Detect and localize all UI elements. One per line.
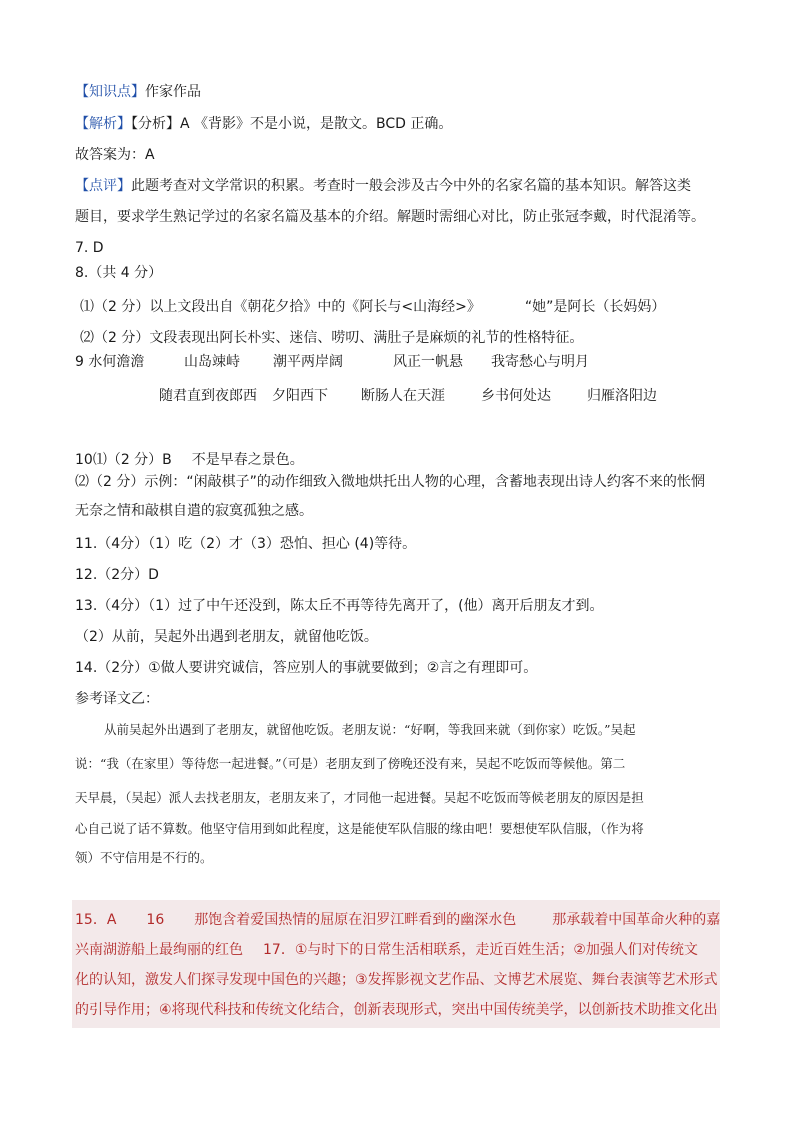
q14-answer: 14.（2分）①做人要讲究诚信，答应别人的事就要做到；②言之有理即可。: [75, 660, 538, 676]
q9-blank-4: 风正一帆悬: [393, 354, 463, 370]
q8-part1-answer: “她”是阿长（长妈妈）: [524, 299, 666, 315]
q10-part1-choice: 10⑴（2 分）B: [75, 452, 172, 468]
q9-blank-8: 断肠人在天涯: [361, 388, 445, 404]
translation-line-1: 从前吴起外出遇到了老朋友，就留他吃饭。老朋友说：“好啊，等我回来就（到你家）吃饭。”吴起: [104, 722, 636, 737]
q9-blank-3: 潮平两岸阔: [273, 354, 343, 370]
knowledge-point-line: [75, 82, 201, 102]
q7-answer: 7. D: [75, 240, 104, 256]
q15-answer: 15．A: [75, 912, 117, 928]
q13-line-1: 13.（4分）（1）过了中午还没到，陈太丘不再等待先离开了，(他）离开后朋友才到。: [75, 598, 604, 614]
translation-line-2: 说：“我（在家里）等待您一起进餐。”（可是）老朋友到了傍晚还没有来，吴起不吃饭而等候他。第二: [75, 756, 626, 771]
translation-line-5: 领）不守信用是不行的。: [75, 850, 213, 865]
q8-part1-source: ⑴（2 分）以上文段出自《朝花夕拾》中的《阿长与<山海经>》: [80, 299, 481, 315]
q12-answer: 12.（2分）D: [75, 567, 159, 583]
q16-answer-b-cont: 兴南湖游船上最绚丽的红色: [75, 942, 243, 958]
q16-answer-b: 那承载着中国革命火种的嘉: [552, 912, 721, 928]
q9-blank-9: 乡书何处达: [481, 388, 551, 404]
q10-part2-line-2: 无奈之情和敲棋自遣的寂寞孤独之感。: [75, 503, 313, 519]
translation-title: 参考译文乙：: [75, 691, 159, 707]
comment-tag: 【点评】: [75, 178, 131, 194]
analysis-subtag: 【分析】: [131, 116, 180, 132]
comment-line-1: [75, 176, 691, 196]
translation-line-3: 天早晨，（吴起）派人去找老朋友，老朋友来了，才同他一起进餐。吴起不吃饭而等候老朋友的原因是担: [75, 790, 644, 805]
analysis-line: [75, 114, 452, 134]
knowledge-text: 作家作品: [145, 84, 201, 100]
translation-line-4: 心自己说了话不算数。他坚守信用到如此程度，这是能使军队信服的缘由吧！要想使军队信服，（作为将: [75, 821, 644, 836]
red-line-2: [75, 940, 698, 960]
comment-line-2: 题目，要求学生熟记学过的名家名篇及基本的介绍。解题时需细心对比，防止张冠李戴，时代混淆等。: [75, 209, 705, 225]
q9-blank-6: 随君直到夜郎西: [159, 388, 257, 404]
knowledge-tag: 【知识点】: [75, 84, 145, 100]
q10-part2-line-1: ⑵（2 分）示例：“闲敲棋子”的动作细致入微地烘托出人物的心理，含蓄地表现出诗人约客不来的怅惘: [75, 474, 705, 490]
analysis-tag: 【解析】: [75, 116, 131, 132]
q16-answer-a: 那饱含着爱国热情的屈原在汨罗江畔看到的幽深水色: [194, 912, 517, 928]
q10-part1: [75, 450, 304, 470]
red-line-3: 化的认知，激发人们探寻发现中国色的兴趣；③发挥影视文艺作品、文博艺术展览、舞台表演等艺术形式: [75, 972, 718, 988]
q17-answer-start: 17．①与时下的日常生活相联系，走近百姓生活；②加强人们对传统文: [263, 942, 698, 958]
answer-line: 故答案为：A: [75, 147, 155, 163]
analysis-text: A 《背影》不是小说，是散文。BCD 正确。: [180, 116, 453, 132]
q9-blank-7: 夕阳西下: [272, 388, 328, 404]
q13-line-2: （2）从前，吴起外出遇到老朋友，就留他吃饭。: [75, 629, 378, 645]
q9-blank-5: 我寄愁心与明月: [491, 354, 589, 370]
q8-heading: 8.（共 4 分）: [75, 265, 163, 281]
q16-number: 16: [146, 912, 165, 928]
red-line-1: [75, 910, 720, 930]
q11-answer: 11.（4分）（1）吃（2）才（3）恐怕、担心 (4)等待。: [75, 536, 417, 552]
red-line-4: 的引导作用；④将现代科技和传统文化结合，创新表现形式，突出中国传统美学，以创新技术助推文化出: [75, 1002, 718, 1018]
q9-blank-1: 9 水何澹澹: [75, 354, 145, 370]
q9-blank-2: 山岛竦峙: [184, 354, 240, 370]
q8-part1: [80, 297, 665, 317]
q10-part1-reason: 不是早春之景色。: [191, 452, 304, 468]
comment-text-1: 此题考查对文学常识的积累。考查时一般会涉及古今中外的名家名篇的基本知识。解答这类: [131, 178, 691, 194]
q9-blank-10: 归雁洛阳边: [587, 388, 657, 404]
q8-part2: ⑵（2 分）文段表现出阿长朴实、迷信、唠叨、满肚子是麻烦的礼节的性格特征。: [80, 330, 584, 346]
